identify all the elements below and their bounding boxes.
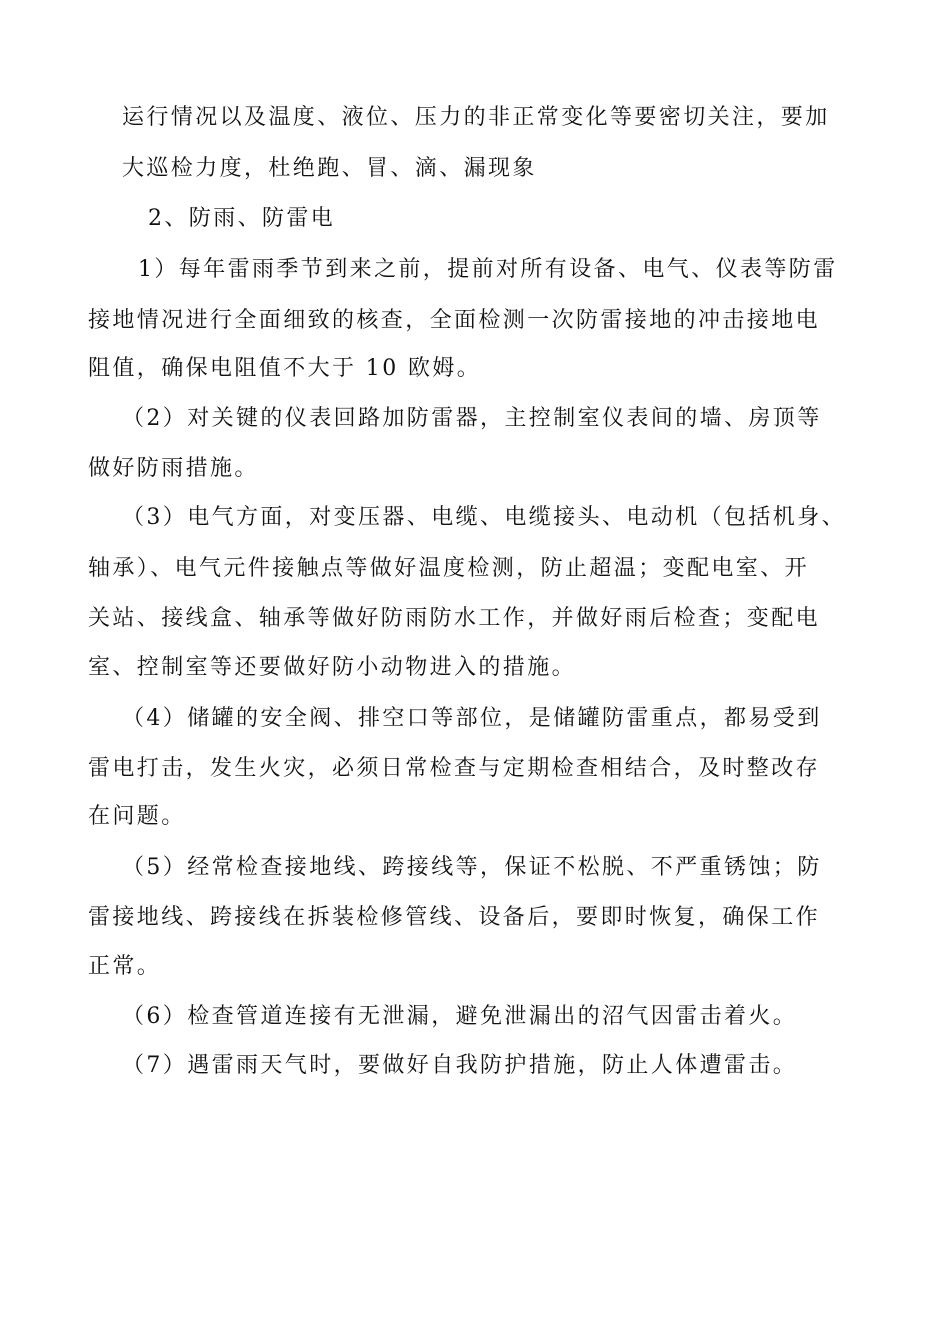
text-line: （6）检查管道连接有无泄漏，避免泄漏出的沼气因雷击着火。 <box>122 1004 798 1029</box>
text-line: 运行情况以及温度、液位、压力的非正常变化等要密切关注，要加 <box>122 105 830 130</box>
text-line: 在问题。 <box>88 804 186 829</box>
section-heading: 2、防雨、防雷电 <box>148 206 336 231</box>
text-line: （5）经常检查接地线、跨接线等，保证不松脱、不严重锈蚀；防 <box>122 855 822 880</box>
text-line: 雷电打击，发生火灾，必须日常检查与定期检查相结合，及时整改存 <box>88 756 821 781</box>
text-line: 大巡检力度，杜绝跑、冒、滴、漏现象 <box>122 156 537 181</box>
text-line: 接地情况进行全面细致的核查，全面检测一次防雷接地的冲击接地电 <box>88 308 821 333</box>
text-line: 室、控制室等还要做好防小动物进入的措施。 <box>88 655 577 680</box>
text-line: 雷接地线、跨接线在拆装检修管线、设备后，要即时恢复，确保工作 <box>88 905 821 930</box>
text-line: （2）对关键的仪表回路加防雷器，主控制室仪表间的墙、房顶等 <box>122 406 822 431</box>
text-line: （3）电气方面，对变压器、电缆、电缆接头、电动机（包括机身、 <box>122 505 846 530</box>
text-line: （7）遇雷雨天气时，要做好自我防护措施，防止人体遭雷击。 <box>122 1053 798 1078</box>
text-line: 1）每年雷雨季节到来之前，提前对所有设备、电气、仪表等防雷 <box>138 257 838 282</box>
text-line: 做好防雨措施。 <box>88 456 259 481</box>
text-line: 关站、接线盒、轴承等做好防雨防水工作，并做好雨后检查；变配电 <box>88 606 821 631</box>
text-line: （4）储罐的安全阀、排空口等部位，是储罐防雷重点，都易受到 <box>122 706 822 731</box>
text-line: 轴承）、电气元件接触点等做好温度检测，防止超温；变配电室、开 <box>88 556 810 581</box>
text-line: 阻值，确保电阻值不大于 10 欧姆。 <box>88 356 482 381</box>
text-line: 正常。 <box>88 954 162 979</box>
